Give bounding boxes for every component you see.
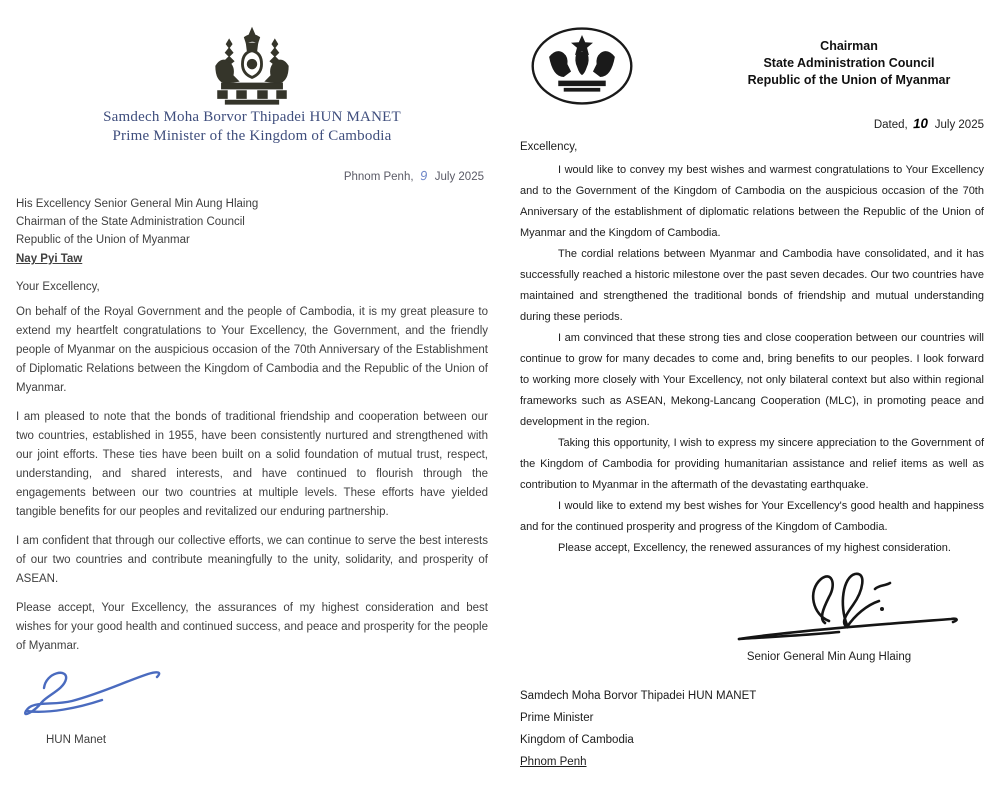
body-paragraph: Please accept, Excellency, the renewed assurances of my highest consideration. — [558, 542, 951, 554]
sender-title: Chairman — [820, 39, 878, 53]
recipient-city: Nay Pyi Taw — [16, 253, 83, 265]
body-paragraph: I am convinced that these strong ties and close cooperation between our countries will continue to grow for many decades to come and, bring benefits to our peoples. I look forward to working more closely with Your Excellency, not only bilateral context but also within regional frameworks such as ASEAN, Mekong-Lancang Cooperation (MLC), in promoting peace and development in the region. — [520, 332, 984, 428]
salutation: Excellency, — [520, 141, 578, 153]
salutation: Your Excellency, — [16, 281, 100, 293]
sender-country: Republic of the Union of Myanmar — [747, 73, 951, 87]
body-paragraph: On behalf of the Royal Government and the people of Cambodia, it is my great pleasure to extend my heartfelt congratulations to Your Excellency, the Government, and the friendly people of Myanmar on the auspicious occasion of the 70th Anniversary of the Establishment of Diplomatic Relations between the Kingdom of Cambodia and the Republic of the Union of Myanmar. — [16, 306, 488, 394]
body-paragraph: I would like to convey my best wishes and warmest congratulations to Your Excellency and to the Government of the Kingdom of Cambodia on the auspicious occasion of the 70th Anniversary of the establishment of diplomatic relations between the Republic of the Union of Myanmar and the Kingdom of Cambodia. — [520, 164, 984, 239]
hun-manet-signature-icon — [18, 662, 178, 726]
signatory-name: HUN Manet — [46, 734, 107, 746]
signature-block — [674, 569, 984, 663]
body-paragraph: I am pleased to note that the bonds of traditional friendship and cooperation between our two countries, established in 1955, have been consistently nurtured and strengthened with our joint efforts. These ties have been built on a solid foundation of mutual trust, respect, understanding, and shared interests, and have continued to flourish through the engagements between our two countries at multiple levels. These efforts have yielded tangible benefits for our peoples and revitalized our enduring partnership. — [16, 411, 488, 518]
body-paragraph: I am confident that through our collective efforts, we can continue to serve the best interests of our two countries and contribute meaningfully to the unity, solidarity, and prosperity of ASEAN. — [16, 535, 488, 585]
handwritten-day: 10 — [912, 115, 929, 132]
recipient-block — [16, 195, 488, 268]
sender-letterhead — [16, 108, 488, 146]
myanmar-state-seal-icon — [526, 24, 638, 108]
sender-title: Prime Minister of the Kingdom of Cambodia — [112, 128, 392, 144]
body-paragraph: Taking this opportunity, I wish to express my sincere appreciation to the Government of the Kingdom of Cambodia for providing humanitarian assistance and relief items as well as contribution to Myanmar in the aftermath of the devastating earthquake. — [520, 437, 984, 491]
date-place: Phnom Penh, — [343, 171, 414, 183]
body-paragraph: Please accept, Your Excellency, the assurances of my highest consideration and best wishes for your good health and continued success, and peace and prosperity for the people of Myanmar. — [16, 602, 488, 652]
recipient-line: Republic of the Union of Myanmar — [16, 234, 190, 246]
addressee-line: Kingdom of Cambodia — [520, 734, 634, 746]
date-label: Dated, — [873, 119, 908, 131]
addressee-city: Phnom Penh — [520, 756, 587, 768]
dateline — [520, 116, 984, 131]
myanmar-letter-page — [500, 0, 1000, 796]
addressee-block — [520, 685, 984, 773]
signatory-name: Senior General Min Aung Hlaing — [746, 651, 912, 663]
recipient-line: Chairman of the State Administration Council — [16, 216, 245, 228]
body-paragraph: The cordial relations between Myanmar and Cambodia have consolidated, and it has successfully reached a historic milestone over the past seven decades. Our two countries have maintained and strengthened the traditional bonds of friendship and mutual understanding during these periods. — [520, 248, 984, 323]
addressee-line: Samdech Moha Borvor Thipadei HUN MANET — [520, 690, 757, 702]
addressee-line: Prime Minister — [520, 712, 594, 724]
min-aung-hlaing-signature-icon — [679, 569, 979, 649]
recipient-line: His Excellency Senior General Min Aung Hlaing — [16, 198, 259, 210]
date-month-year: July 2025 — [934, 119, 984, 131]
sender-council: State Administration Council — [763, 56, 935, 70]
letterhead-row — [520, 0, 984, 90]
dateline — [16, 168, 488, 183]
sender-name: Samdech Moha Borvor Thipadei HUN MANET — [103, 109, 401, 125]
body-paragraph: I would like to extend my best wishes for Your Excellency's good health and happiness and for the continued prosperity and progress of the Kingdom of Cambodia. — [520, 500, 984, 533]
handwritten-day: 9 — [419, 167, 428, 184]
cambodia-royal-arms-icon — [204, 26, 300, 106]
sender-letterhead — [714, 0, 984, 89]
date-month-year: July 2025 — [434, 171, 484, 183]
